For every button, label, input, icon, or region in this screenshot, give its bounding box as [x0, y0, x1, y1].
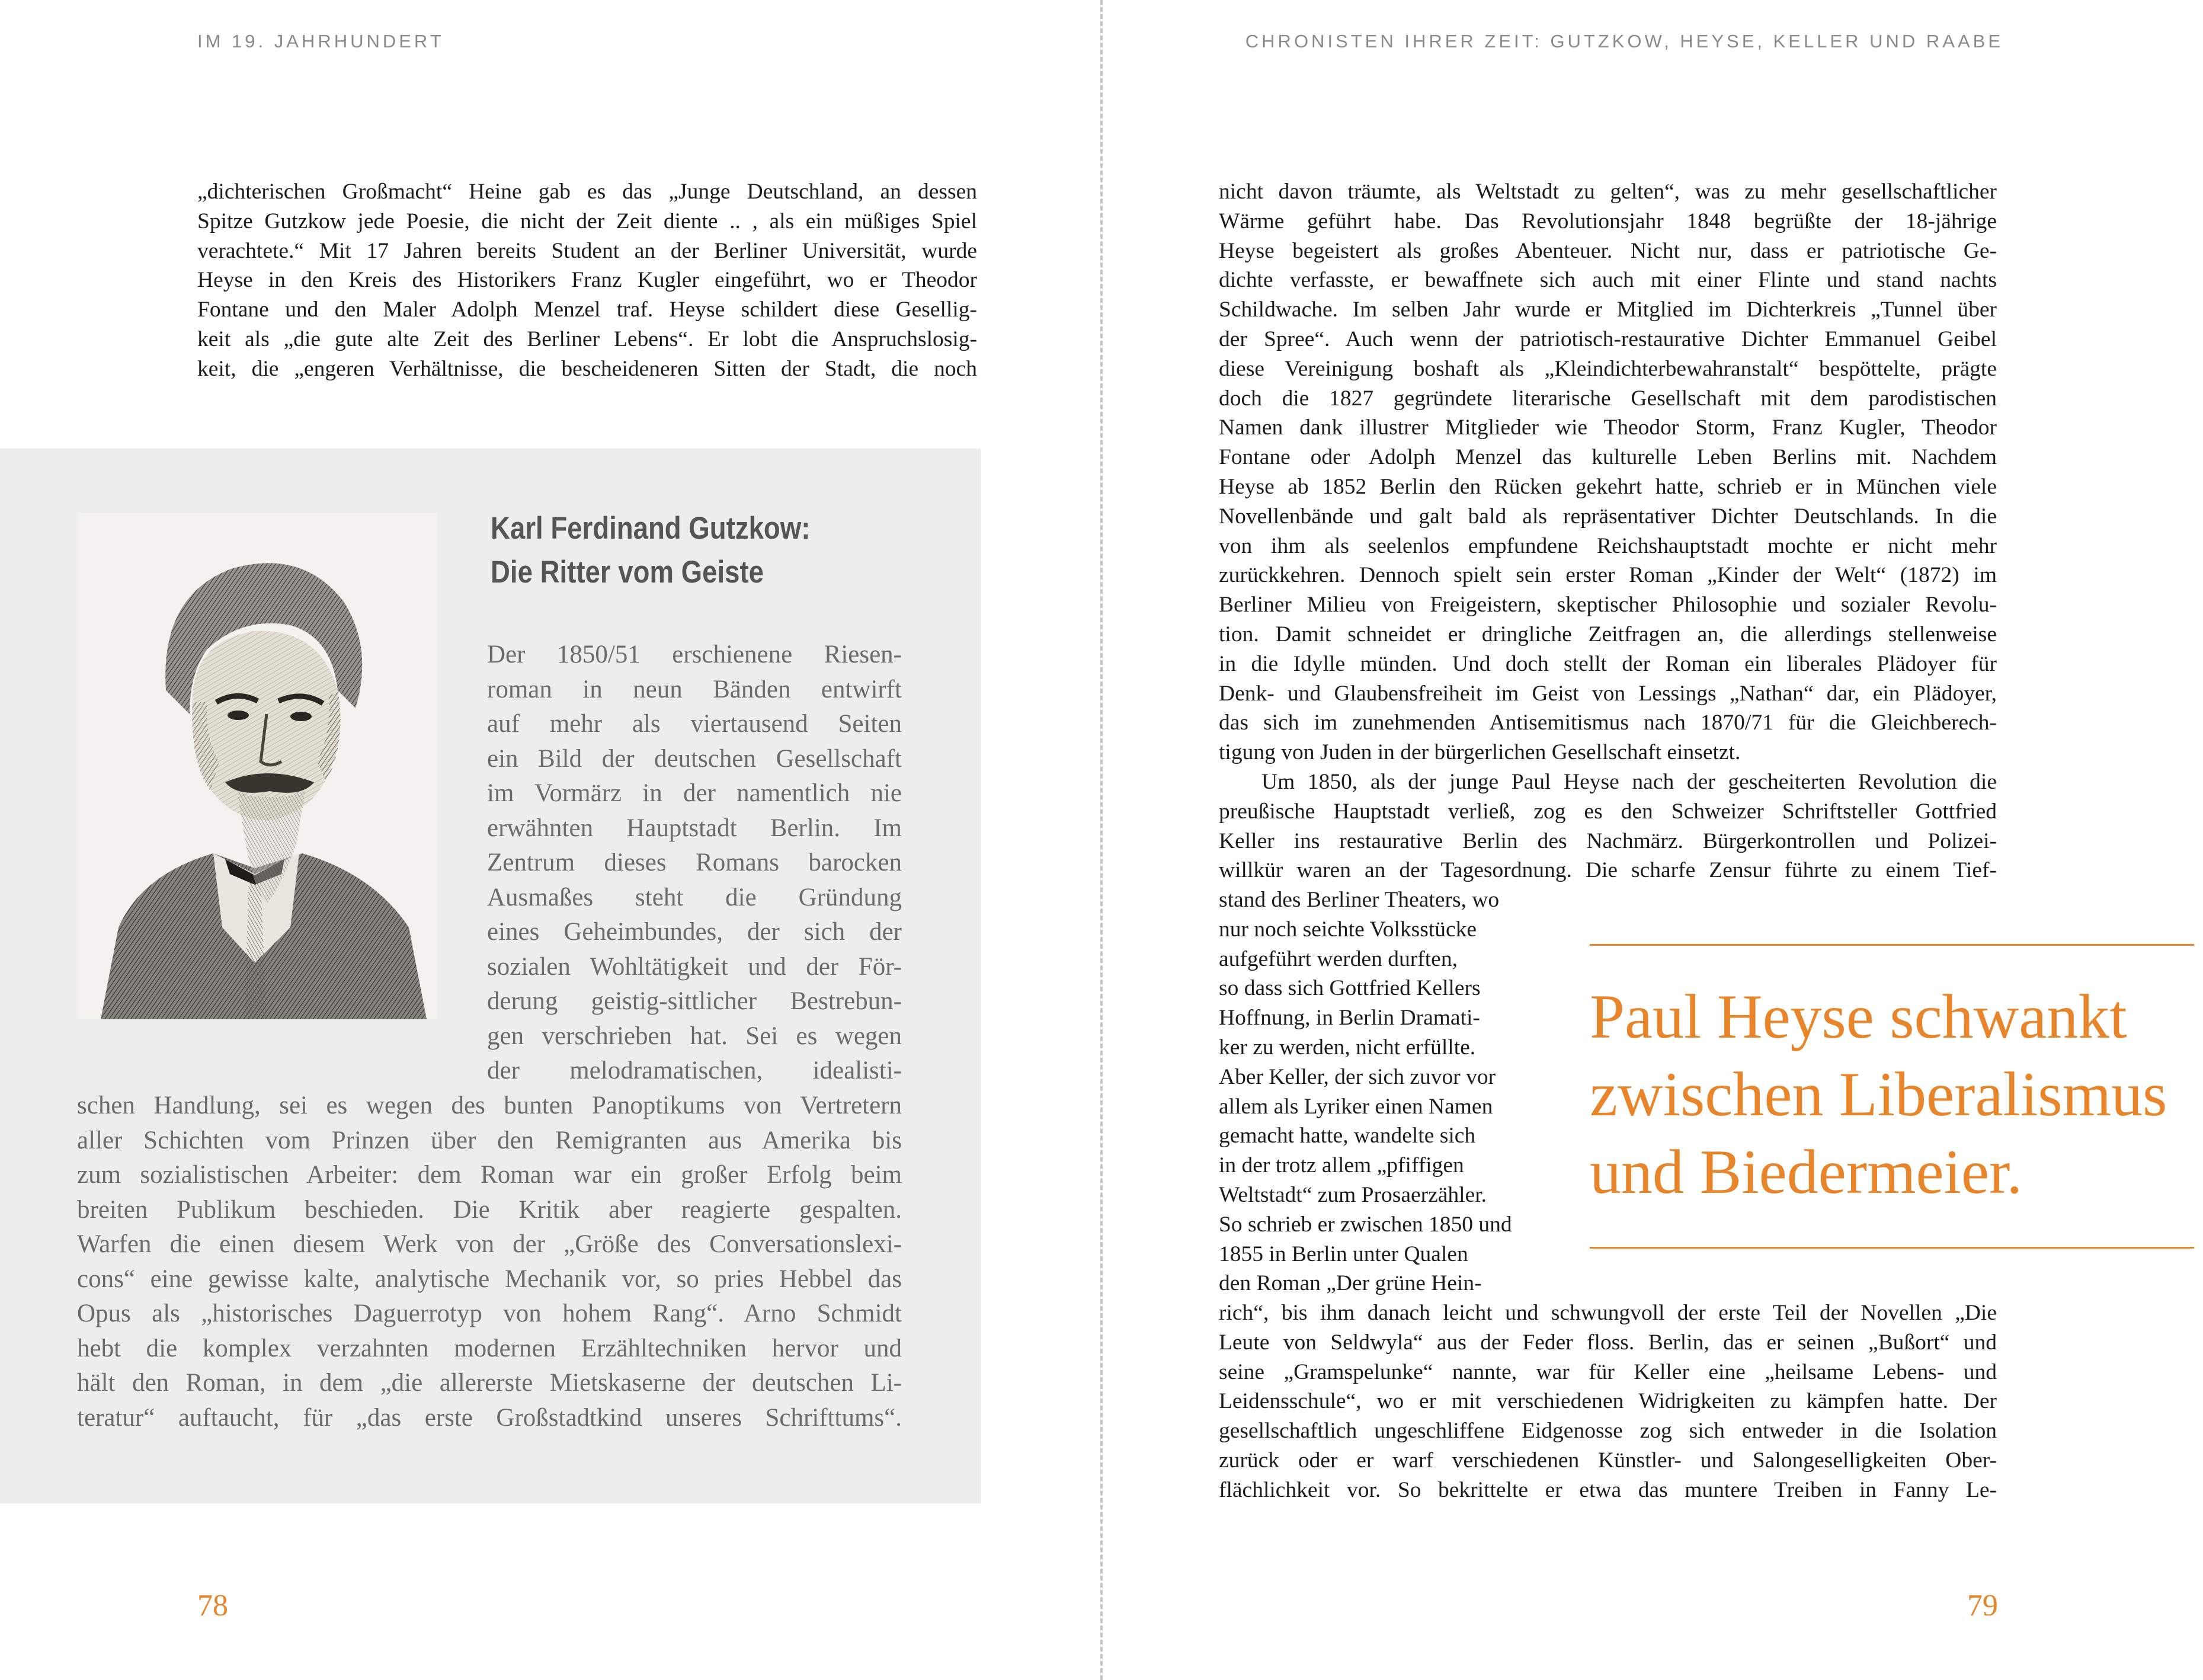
text-line: der Spree“. Auch wenn der patriotisch-restaurative Dichter Emmanuel Geibel: [1219, 327, 1997, 351]
running-head-left: IM 19. JAHRHUNDERT: [197, 31, 444, 52]
text-line: auf mehr als viertausend Seiten: [487, 710, 902, 738]
box-text-narrow: [487, 638, 902, 1089]
text-line: rich“, bis ihm danach leicht und schwungvoll der erste Teil der Novellen „Die: [1219, 1301, 1997, 1325]
text-line: teratur“ auftaucht, für „das erste Großstadtkind unseres Schrifttums“.: [77, 1403, 902, 1432]
text-line: Wärme geführt habe. Das Revolutionsjahr 1848 begrüßte der 18-jährige: [1219, 209, 1997, 233]
text-line: Hoffnung, in Berlin Dramati-: [1219, 1006, 1480, 1031]
text-line: gen verschrieben hat. Sei es wegen: [487, 1022, 902, 1050]
text-line: Fontane oder Adolph Menzel das kulturelle Leben Berlins mit. Nachdem: [1219, 445, 1997, 470]
text-line: allem als Lyriker einen Namen: [1219, 1094, 1493, 1119]
text-line: Keller ins restaurative Berlin des Nachmärz. Bürgerkontrollen und Polizei-: [1219, 828, 1997, 853]
text-line: Der 1850/51 erschienene Riesen-: [487, 641, 902, 668]
text-line: diese Vereinigung boshaft als „Kleindichterbewahranstalt“ bespöttelte, prägte: [1219, 356, 1997, 381]
text-line: sozialen Wohltätigkeit und der För-: [487, 952, 902, 981]
text-line: „dichterischen Großmacht“ Heine gab es das „Junge Deutschland, an dessen: [197, 180, 977, 204]
text-line: Leute von Seldwyla“ aus der Feder floss. Berlin, das er seinen „Bußort“ und: [1219, 1330, 1997, 1355]
text-line: seine „Gramspelunke“ nannte, war für Keller eine „heilsame Lebens- und: [1219, 1359, 1997, 1384]
engraved-portrait-of-gutzkow: [77, 513, 437, 1019]
text-line: von ihm als seelenlos empfundene Reichshauptstadt mochte er nicht mehr: [1219, 533, 1997, 558]
text-line: aller Schichten vom Prinzen über den Remigranten aus Amerika bis: [77, 1126, 902, 1154]
text-line: im Vormärz in der namentlich nie: [487, 779, 902, 807]
text-line: dichte verfasste, er bewaffnete sich auch mit einer Flinte und stand nachts: [1219, 268, 1997, 293]
text-line: roman in neun Bänden entwirft: [487, 675, 902, 703]
text-line: cons“ eine gewisse kalte, analytische Mechanik vor, so pries Hebbel das: [77, 1265, 902, 1293]
text-line: nicht davon träumte, als Weltstadt zu gelten“, was zu mehr gesellschaftlicher: [1219, 180, 1997, 204]
text-line: hält den Roman, in dem „die allererste Mietskaserne der deutschen Li-: [77, 1369, 902, 1397]
right-body-text-bottom: [1219, 1298, 1997, 1505]
text-line: stand des Berliner Theaters, wo: [1219, 888, 1500, 912]
box-title-line: Karl Ferdinand Gutzkow:: [491, 511, 811, 546]
text-line: in der trotz allem „pfiffigen: [1219, 1153, 1464, 1178]
gutter-dashed-line: [1100, 0, 1103, 1680]
portrait-image: [77, 513, 437, 1019]
text-line: Schildwache. Im selben Jahr wurde er Mitglied im Dichterkreis „Tunnel über: [1219, 297, 1997, 322]
text-line: Um 1850, als der junge Paul Heyse nach der gescheiterten Revolution die: [1261, 769, 1997, 794]
right-body-text-narrow: [1219, 885, 1539, 1298]
text-line: derung geistig-sittlicher Bestrebun-: [487, 987, 902, 1015]
left-body-text: [197, 177, 977, 384]
text-line: Leidensschule“, wo er mit verschiedenen Widrigkeiten zu kämpfen hatte. Der: [1219, 1389, 1997, 1414]
text-line: 1855 in Berlin unter Qualen: [1219, 1241, 1468, 1266]
text-line: Denk- und Glaubensfreiheit im Geist von Lessings „Nathan“ dar, ein Plädoyer,: [1219, 681, 1997, 706]
text-line: in die Idylle münden. Und doch stellt der Roman ein liberales Plädoyer für: [1219, 651, 1997, 676]
text-line: zum sozialistischen Arbeiter: dem Roman war ein großer Erfolg beim: [77, 1161, 902, 1189]
text-line: gemacht hatte, wandelte sich: [1219, 1124, 1476, 1148]
text-line: Heyse ab 1852 Berlin den Rücken gekehrt hatte, schrieb er in München viele: [1219, 474, 1997, 499]
right-body-text-top: [1219, 177, 1997, 885]
text-line: Namen dank illustrer Mitglieder wie Theodor Storm, Franz Kugler, Theodor: [1219, 415, 1997, 440]
text-line: Heyse in den Kreis des Historikers Franz Kugler eingeführt, wo er Theodor: [197, 268, 977, 293]
pull-quote-line: Paul Heyse schwankt: [1590, 982, 2127, 1051]
text-line: eines Geheimbundes, der sich der: [487, 918, 902, 946]
text-line: schen Handlung, sei es wegen des bunten Panoptikums von Vertretern: [77, 1092, 902, 1119]
page-number-right: 79: [1967, 1589, 1998, 1623]
text-line: den Roman „Der grüne Hein-: [1219, 1271, 1482, 1296]
text-line: willkür waren an der Tagesordnung. Die scharfe Zensur führte zu einem Tief-: [1219, 858, 1997, 883]
text-line: Zentrum dieses Romans barocken: [487, 849, 902, 876]
text-line: Heyse begeistert als großes Abenteuer. Nicht nur, dass er patriotische Ge-: [1219, 238, 1997, 263]
box-title-line: Die Ritter vom Geiste: [491, 555, 764, 590]
text-line: nur noch seichte Volksstücke: [1219, 917, 1477, 942]
text-line: verachtete.“ Mit 17 Jahren bereits Student an der Berliner Universität, wurde: [197, 238, 977, 263]
page-number-left: 78: [197, 1589, 228, 1623]
text-line: keit, die „engeren Verhältnisse, die bescheideneren Sitten der Stadt, die noch: [197, 356, 977, 381]
box-title: [491, 507, 810, 594]
text-line: tigung von Juden in der bürgerlichen Gesellschaft einsetzt.: [1219, 740, 1741, 765]
text-line: Novellenbände und galt bald als repräsentativer Dichter Deutschlands. In die: [1219, 504, 1997, 529]
text-line: Ausmaßes steht die Gründung: [487, 883, 902, 911]
text-line: Berliner Milieu von Freigeistern, skeptischer Philosophie und sozialer Revolu-: [1219, 593, 1997, 617]
text-line: keit als „die gute alte Zeit des Berliner Lebens“. Er lobt die Anspruchslosig-: [197, 327, 977, 351]
box-text-wide: [77, 1089, 902, 1435]
pull-quote: [1590, 978, 2167, 1211]
pull-quote-line: zwischen Liberalismus: [1590, 1060, 2167, 1129]
text-line: ker zu werden, nicht erfüllte.: [1219, 1035, 1476, 1060]
running-head-right: CHRONISTEN IHRER ZEIT: GUTZKOW, HEYSE, KELLER UND RAABE: [1245, 31, 2003, 52]
text-line: so dass sich Gottfried Kellers: [1219, 976, 1481, 1001]
text-line: preußische Hauptstadt verließ, zog es den Schweizer Schriftsteller Gottfried: [1219, 799, 1997, 824]
text-line: Weltstadt“ zum Prosaerzähler.: [1219, 1182, 1487, 1207]
text-line: zurück oder er warf verschiedenen Künstler- und Salongeselligkeiten Ober-: [1219, 1448, 1997, 1473]
text-line: Opus als „historisches Daguerrotyp von hohem Rang“. Arno Schmidt: [77, 1300, 902, 1327]
text-line: breiten Publikum beschieden. Die Kritik aber reagierte gespalten.: [77, 1195, 902, 1224]
text-line: Spitze Gutzkow jede Poesie, die nicht der Zeit diente .. , als ein müßiges Spiel: [197, 209, 977, 233]
text-line: flächlichkeit vor. So bekrittelte er etwa das muntere Treiben in Fanny Le-: [1219, 1477, 1997, 1502]
text-line: das sich im zunehmenden Antisemitismus nach 1870/71 für die Gleichberech-: [1219, 711, 1997, 735]
text-line: Warfen die einen diesem Werk von der „Größe des Conversationslexi-: [77, 1230, 902, 1258]
text-line: tion. Damit schneidet er dringliche Zeitfragen an, die allerdings stellenweise: [1219, 622, 1997, 647]
text-line: doch die 1827 gegründete literarische Gesellschaft mit dem parodistischen: [1219, 386, 1997, 411]
text-line: erwähnten Hauptstadt Berlin. Im: [487, 814, 902, 842]
text-line: Aber Keller, der sich zuvor vor: [1219, 1064, 1496, 1089]
text-line: hebt die komplex verzahnten modernen Erzähltechniken hervor und: [77, 1334, 902, 1362]
text-line: ein Bild der deutschen Gesellschaft: [487, 744, 902, 773]
text-line: der melodramatischen, idealisti-: [487, 1057, 902, 1084]
text-line: gesellschaftlich ungeschliffene Eidgenosse zog sich entweder in die Isolation: [1219, 1419, 1997, 1444]
text-line: Fontane und den Maler Adolph Menzel traf. Heyse schildert diese Gesellig-: [197, 297, 977, 322]
pull-quote-rule-top: [1590, 944, 2194, 946]
text-line: So schrieb er zwischen 1850 und: [1219, 1212, 1512, 1237]
text-line: aufgeführt werden durften,: [1219, 946, 1458, 971]
text-line: zurückkehren. Dennoch spielt sein erster Roman „Kinder der Welt“ (1872) im: [1219, 563, 1997, 588]
pull-quote-rule-bottom: [1590, 1247, 2194, 1249]
pull-quote-line: und Biedermeier.: [1590, 1137, 2022, 1207]
